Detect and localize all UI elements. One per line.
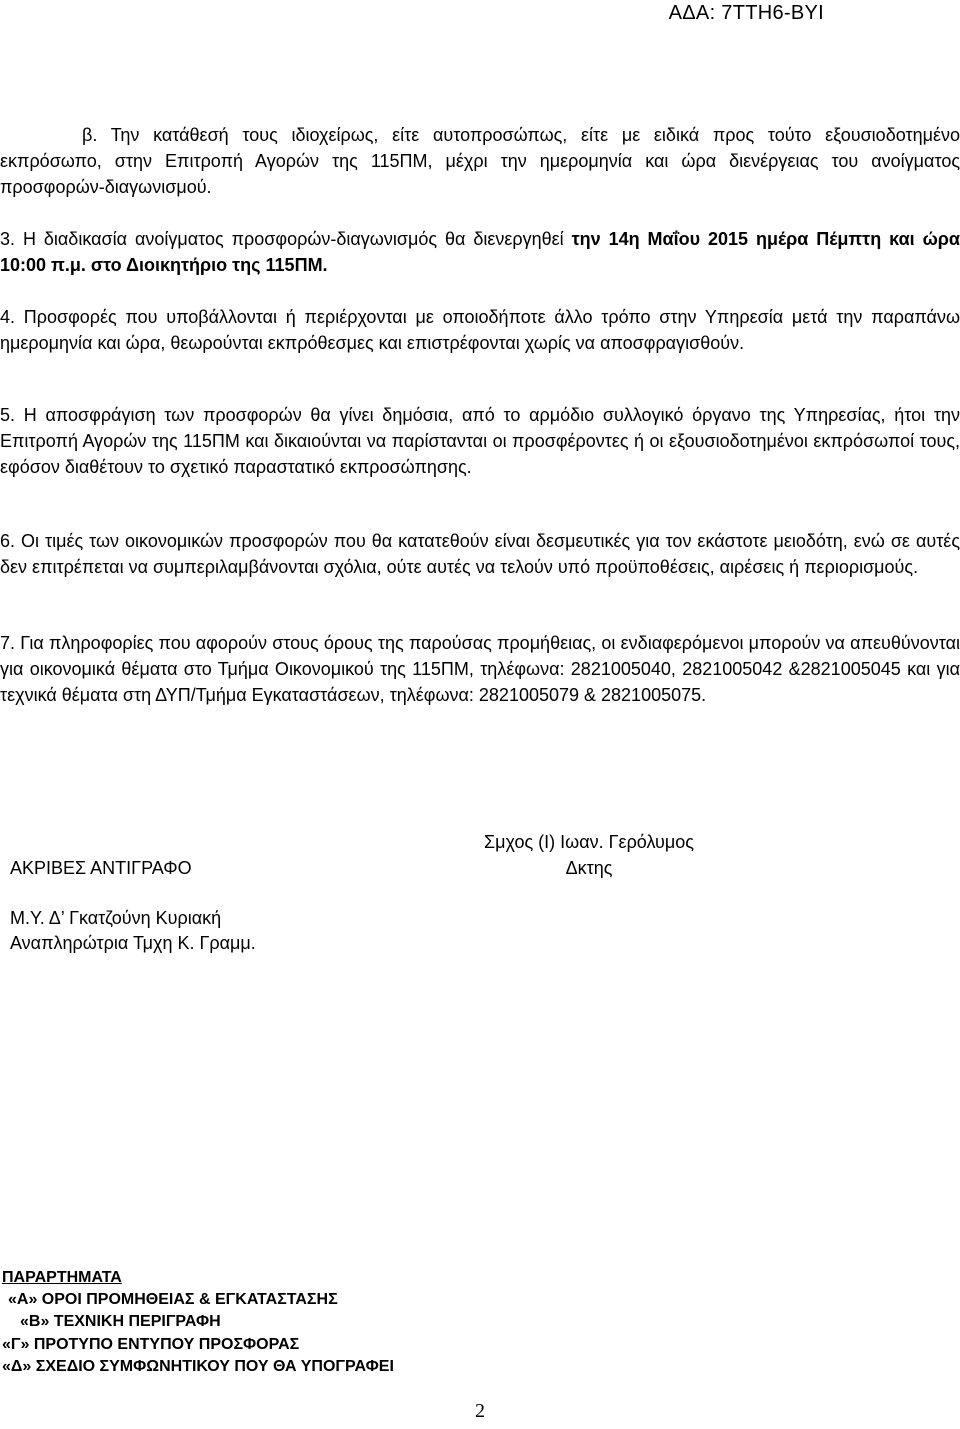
- paragraph-7: [0, 630, 960, 708]
- signer-name: Σμχος (Ι) Ιωαν. Γερόλυμος: [484, 832, 694, 852]
- paragraph-b-text: β. Την κατάθεσή τους ιδιοχείρως, είτε αυτοπροσώπως, είτε με ειδικά προς τούτο εξουσιοδοτημένο εκπρόσωπο, στην Επιτροπή Αγορών της 115ΠΜ, μέχρι την ημερομηνία και ώρα διενέργειας του ανοίγματος προσφορών-διαγωνισμού.: [0, 125, 960, 197]
- paragraph-5-text: 5. Η αποσφράγιση των προσφορών θα γίνει δημόσια, από το αρμόδιο συλλογικό όργανο της Υπηρεσίας, ήτοι την Επιτροπή Αγορών της 115ΠΜ και δικαιούνται να παρίστανται οι προσφέροντες ή οι εξουσιοδοτημένοι εκπρόσωποί τους, εφόσον διαθέτουν το σχετικό παραστατικό εκπροσώπησης.: [0, 405, 960, 477]
- paragraph-6-text: 6. Οι τιμές των οικονομικών προσφορών που θα κατατεθούν είναι δεσμευτικές για τον εκάστοτε μειοδότη, ενώ σε αυτές δεν επιτρέπεται να συμπεριλαμβάνονται σχόλια, ούτε αυτές να τελούν υπό προϋποθέσεις, αιρέσεις ή περιορισμούς.: [0, 531, 960, 577]
- paragraph-3-bold: την 14η Μαΐου 2015 ημέρα Πέμπτη και ώρα 10:00 π.μ. στο Διοικητήριο της 115ΠΜ.: [0, 229, 960, 275]
- annex-item: «Β» ΤΕΧΝΙΚΗ ΠΕΡΙΓΡΑΦΗ: [20, 1313, 221, 1330]
- signer-title: Δκτης: [565, 858, 613, 878]
- annex-item: «Δ» ΣΧΕΔΙΟ ΣΥΜΦΩΝΗΤΙΚΟΥ ΠΟΥ ΘΑ ΥΠΟΓΡΑΦΕΙ: [2, 1358, 394, 1375]
- ada-code: ΑΔΑ: 7ΤΤΗ6-ΒΥΙ: [668, 2, 824, 24]
- clerk-name: Μ.Υ. Δ’ Γκατζούνη Κυριακή: [10, 908, 222, 928]
- paragraph-5: [0, 402, 960, 480]
- annex-item: «Α» ΟΡΟΙ ΠΡΟΜΗΘΕΙΑΣ & ΕΓΚΑΤΑΣΤΑΣΗΣ: [8, 1291, 338, 1308]
- paragraph-4: [0, 304, 960, 356]
- paragraph-3-text: 3. Η διαδικασία ανοίγματος προσφορών-διαγωνισμός θα διενεργηθεί: [0, 229, 572, 249]
- page-number: 2: [475, 1400, 485, 1422]
- paragraph-7-text: 7. Για πληροφορίες που αφορούν στους όρους της παρούσας προμήθειας, οι ενδιαφερόμενοι μπορούν να απευθύνονται για οικονομικά θέματα στο Τμήμα Οικονομικού της 115ΠΜ, τηλέφωνα: 2821005040, 2821005042 &2821005045 και για τεχνικά θέματα στη ΔΥΠ/Τμήμα Εγκαταστάσεων, τηλέφωνα: 2821005079 & 2821005075.: [0, 633, 960, 705]
- paragraph-b: [0, 122, 960, 200]
- paragraph-3: [0, 226, 960, 278]
- annexes-heading: ΠΑΡΑΡΤΗΜΑΤΑ: [2, 1269, 122, 1286]
- annex-item: «Γ» ΠΡΟΤΥΠΟ ΕΝΤΥΠΟΥ ΠΡΟΣΦΟΡΑΣ: [2, 1336, 300, 1353]
- paragraph-4-text: 4. Προσφορές που υποβάλλονται ή περιέρχονται με οποιοδήποτε άλλο τρόπο στην Υπηρεσία μετά την παραπάνω ημερομηνία και ώρα, θεωρούνται εκπρόθεσμες και επιστρέφονται χωρίς να αποσφραγισθούν.: [0, 307, 960, 353]
- clerk-title: Αναπληρώτρια Τμχη Κ. Γραμμ.: [10, 933, 256, 953]
- paragraph-6: [0, 528, 960, 580]
- certified-copy-label: ΑΚΡΙΒΕΣ ΑΝΤΙΓΡΑΦΟ: [10, 858, 192, 878]
